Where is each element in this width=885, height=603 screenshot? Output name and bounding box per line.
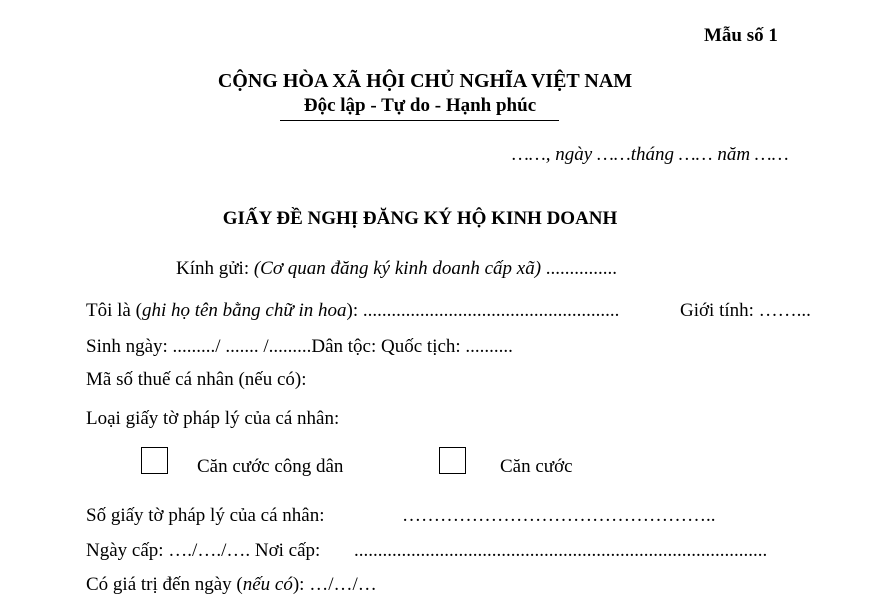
id-card-checkbox[interactable]: [439, 447, 466, 474]
valid-until-fill[interactable]: ): …/…/…: [292, 574, 377, 595]
recipient-agency: (Cơ quan đăng ký kinh doanh cấp xã): [253, 258, 542, 279]
full-name-prefix: Tôi là (: [86, 300, 142, 321]
valid-until-hint: nếu có: [242, 574, 293, 595]
nation-heading: CỘNG HÒA XÃ HỘI CHỦ NGHĨA VIỆT NAM: [217, 70, 633, 92]
tax-code-label: Mã số thuế cá nhân (nếu có):: [86, 369, 307, 390]
recipient-line: [176, 259, 617, 278]
issue-place-fill[interactable]: .......................................................................................: [354, 540, 768, 561]
citizen-id-checkbox[interactable]: [141, 447, 168, 474]
legal-doc-number-label: Số giấy tờ pháp lý của cá nhân:: [86, 505, 325, 526]
motto: Độc lập - Tự do - Hạnh phúc: [303, 95, 537, 116]
gender-label: Giới tính:: [680, 300, 759, 321]
document-title: GIẤY ĐỀ NGHỊ ĐĂNG KÝ HỘ KINH DOANH: [222, 208, 618, 229]
recipient-label: Kính gửi:: [176, 258, 254, 279]
gender-field: [680, 301, 811, 320]
motto-underline: [280, 120, 559, 121]
form-number: Mẫu số 1: [704, 25, 778, 46]
gender-fill[interactable]: ……...: [758, 300, 811, 321]
full-name-hint: ghi họ tên bằng chữ in hoa: [141, 300, 347, 321]
issue-date-line[interactable]: Ngày cấp: …./…./…. Nơi cấp:: [86, 540, 321, 561]
citizen-id-option-label: Căn cước công dân: [197, 456, 344, 477]
date-line: ……, ngày ……tháng …… năm ……: [512, 144, 789, 165]
recipient-fill[interactable]: ...............: [541, 258, 618, 279]
id-card-option-label: Căn cước: [500, 456, 573, 477]
valid-until-prefix: Có giá trị đến ngày (: [86, 574, 243, 595]
legal-doc-number-fill[interactable]: …………………………………………..: [402, 505, 716, 526]
full-name-fill[interactable]: ): ......................................................: [346, 300, 620, 321]
full-name-line: [86, 301, 619, 320]
legal-doc-type-label: Loại giấy tờ pháp lý của cá nhân:: [86, 408, 340, 429]
valid-until-line: [86, 575, 377, 594]
birth-ethnicity-nationality-line[interactable]: Sinh ngày: ........./ ....... /.........Dân tộc: Quốc tịch: ..........: [86, 336, 513, 357]
